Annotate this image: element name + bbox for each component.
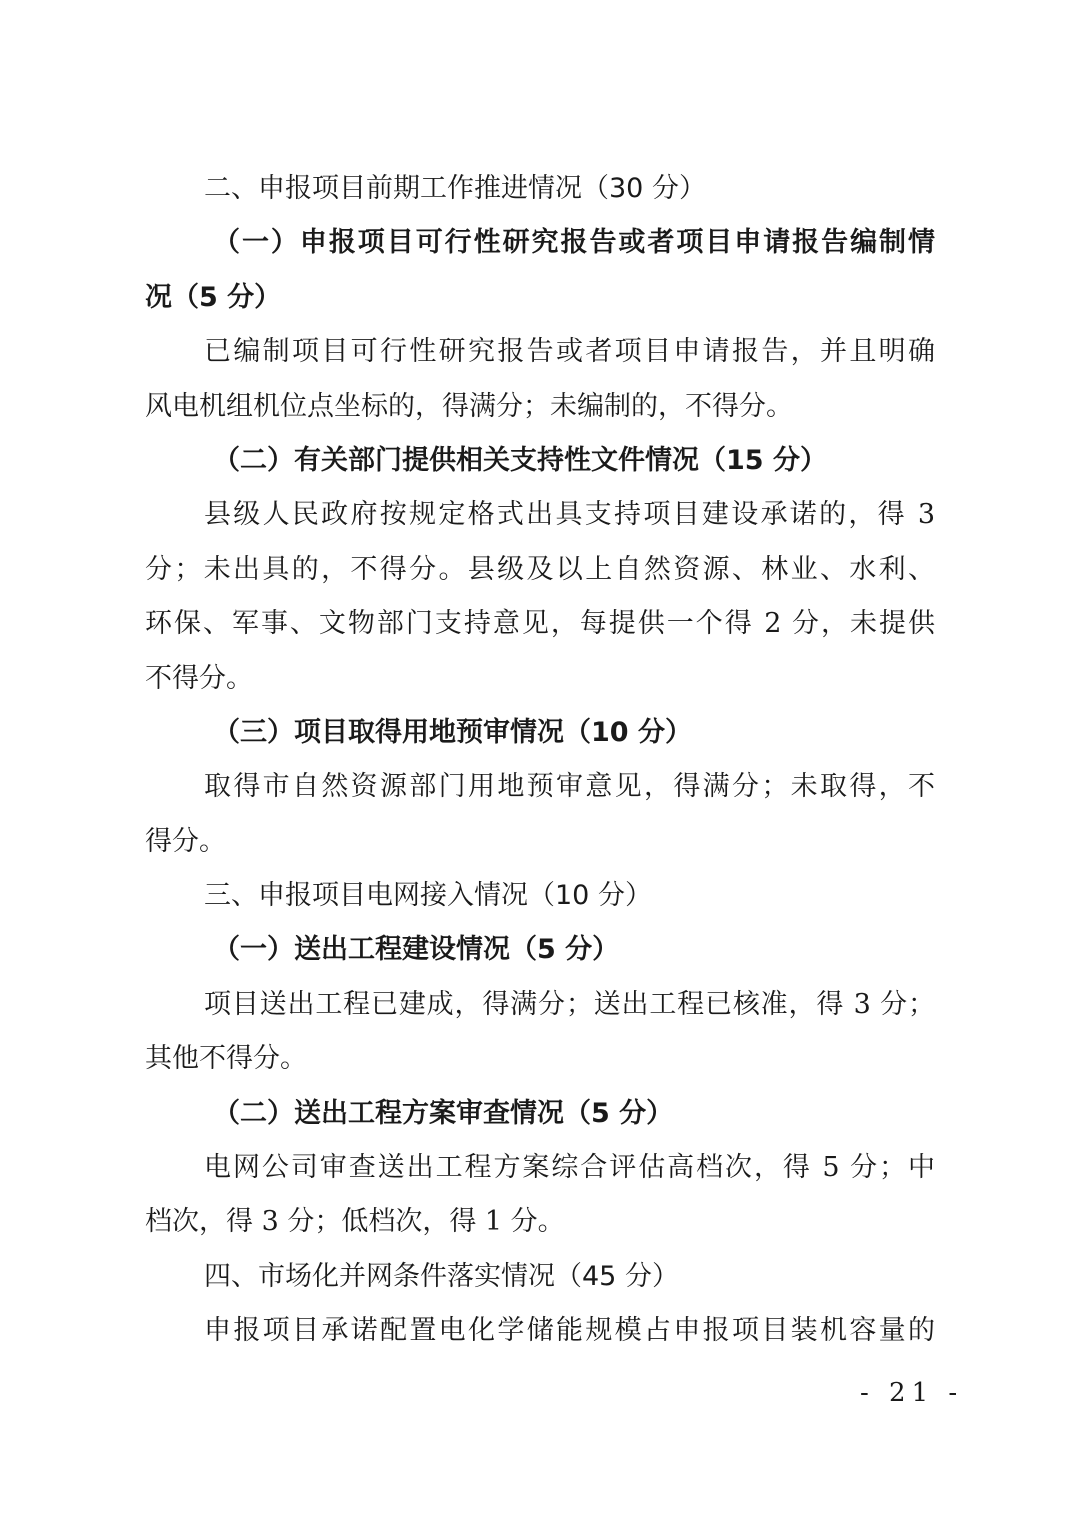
page-number: - 21 - — [860, 1378, 964, 1408]
subsection-heading-2-2: （二）有关部门提供相关支持性文件情况（15 分） — [213, 444, 827, 476]
subsection-heading-2-1: （一）申报项目可行性研究报告或者项目申请报告编制情 — [213, 227, 935, 259]
section-heading-2: 二、申报项目前期工作推进情况（30 分） — [204, 173, 706, 204]
paragraph-3-1-line-1: 项目送出工程已建成，得满分；送出工程已核准，得 3 分； — [204, 988, 935, 1020]
subsection-heading-3-2: （二）送出工程方案审查情况（5 分） — [213, 1097, 674, 1129]
paragraph-2-2-line-2: 分；未出具的，不得分。县级及以上自然资源、林业、水利、 — [145, 553, 935, 585]
paragraph-2-2-line-1: 县级人民政府按规定格式出具支持项目建设承诺的，得 3 — [204, 499, 935, 531]
paragraph-2-3-line-2: 得分。 — [145, 825, 226, 857]
paragraph-2-2-line-3: 环保、军事、文物部门支持意见，每提供一个得 2 分，未提供 — [145, 608, 935, 640]
subsection-heading-3-1: （一）送出工程建设情况（5 分） — [213, 934, 620, 966]
paragraph-3-2-line-2: 档次，得 3 分；低档次，得 1 分。 — [145, 1206, 565, 1238]
subsection-heading-2-1-cont: 况（5 分） — [145, 281, 282, 313]
section-heading-3: 三、申报项目电网接入情况（10 分） — [204, 880, 652, 912]
paragraph-4-line-1: 申报项目承诺配置电化学储能规模占申报项目装机容量的 — [204, 1315, 935, 1347]
paragraph-2-2-line-4: 不得分。 — [145, 662, 253, 694]
paragraph-3-2-line-1: 电网公司审查送出工程方案综合评估高档次，得 5 分；中 — [204, 1152, 935, 1184]
document-body — [145, 162, 935, 1359]
subsection-heading-2-3: （三）项目取得用地预审情况（10 分） — [213, 716, 692, 748]
paragraph-2-1-line-2: 风电机组机位点坐标的，得满分；未编制的，不得分。 — [145, 390, 793, 422]
paragraph-2-3-line-1: 取得市自然资源部门用地预审意见，得满分；未取得，不 — [204, 771, 935, 803]
paragraph-3-1-line-2: 其他不得分。 — [145, 1043, 307, 1075]
paragraph-2-1-line-1: 已编制项目可行性研究报告或者项目申请报告，并且明确 — [204, 336, 935, 368]
section-heading-4: 四、市场化并网条件落实情况（45 分） — [204, 1260, 679, 1292]
